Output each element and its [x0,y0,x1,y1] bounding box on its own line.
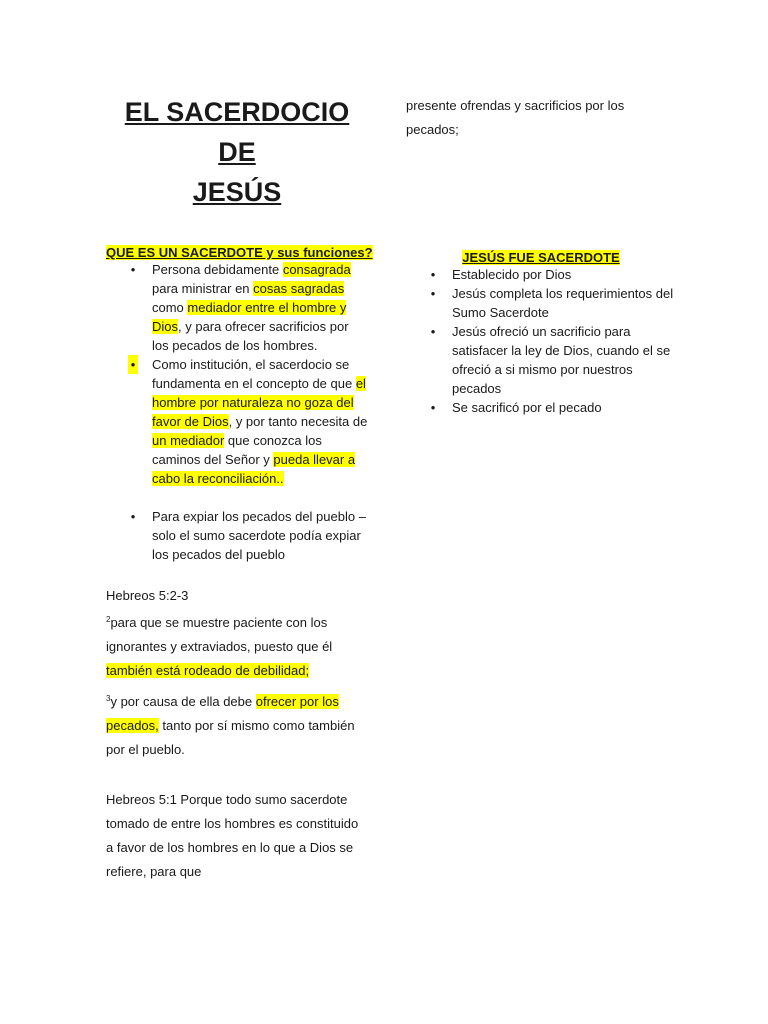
bullet-icon: • [130,262,136,277]
jesus-priest-list [406,265,676,417]
text-run: y por causa de ella debe [110,694,256,709]
left-column [106,92,373,884]
list-item [406,284,676,322]
text-run: para que se muestre paciente con los ignorantes y extraviados, puesto que él [106,615,333,654]
text-run: Para expiar los pecados del pueblo – solo el sumo sacerdote podía expiar los pecados del pueblo [152,509,366,562]
heading-text: JESÚS FUE SACERDOTE [462,250,620,265]
bullet-icon: • [430,286,436,301]
list-item [106,260,368,355]
highlighted-text: un mediador [152,433,225,448]
bullet-icon: • [430,400,436,415]
verse-reference: Hebreos 5:2-3 [106,588,189,603]
text-run: , y para ofrecer sacrificios por los pecados de los hombres. [152,319,349,353]
text-run: , y por tanto necesita de [228,414,368,429]
list-item [406,398,676,417]
text-run: Como institución, el sacerdocio se fundamenta en el concepto de que [152,357,356,391]
title-line-1: EL SACERDOCIO DE [124,97,350,167]
verse-number: 3 [106,694,111,703]
continuation-text: presente ofrendas y sacrificios por los pecados; [406,98,625,137]
subheading-text: QUE ES UN SACERDOTE y sus funciones? [106,245,373,260]
page-title [106,92,368,212]
text-run: Se sacrificó por el pecado [452,400,602,415]
text-run: Jesús completa los requerimientos del Sumo Sacerdote [452,286,674,320]
text-run: Establecido por Dios [452,267,572,282]
list-item [106,507,368,564]
highlighted-text: también está rodeado de debilidad; [106,663,310,678]
verse-number: 2 [106,615,111,624]
subheading-priest [106,245,373,260]
text-run: Jesús ofreció un sacrificio para satisfacer la ley de Dios, cuando el se ofreció a si mismo por nuestros pecados [452,324,671,396]
highlighted-text: el hombre por naturaleza no goza del favor de Dios [152,376,366,429]
title-line-2: JESÚS [192,177,282,207]
bullet-icon: • [430,267,436,282]
list-item [106,355,368,488]
highlighted-text: mediador entre el hombre y Dios [152,300,347,334]
right-column [406,92,676,417]
jesus-priest-heading [406,250,676,265]
list-item [406,265,676,284]
verse-1-paragraph: Hebreos 5:1 Porque todo sumo sacerdote tomado de entre los hombres es constituido a favor de los hombres en lo que a Dios se refiere, para que [106,792,359,879]
text-run: tanto por sí mismo como también por el pueblo. [106,718,355,757]
highlighted-text: cosas sagradas [253,281,345,296]
priest-functions-list [106,260,368,564]
text-run: Persona debidamente [152,262,283,277]
list-item [406,322,676,398]
text-run: como [152,300,188,315]
text-run: que conozca los caminos del Señor y [152,433,322,467]
highlighted-text: ofrecer por los pecados, [106,694,339,733]
text-run: para ministrar en [152,281,254,296]
verse-3 [106,687,368,762]
bullet-icon: • [130,509,136,524]
highlighted-text: pueda llevar a cabo la reconciliación.. [152,452,356,486]
bullet-icon: • [430,324,436,339]
verse-2 [106,608,368,683]
highlighted-text: consagrada [282,262,351,277]
bullet-icon: • [128,355,138,374]
